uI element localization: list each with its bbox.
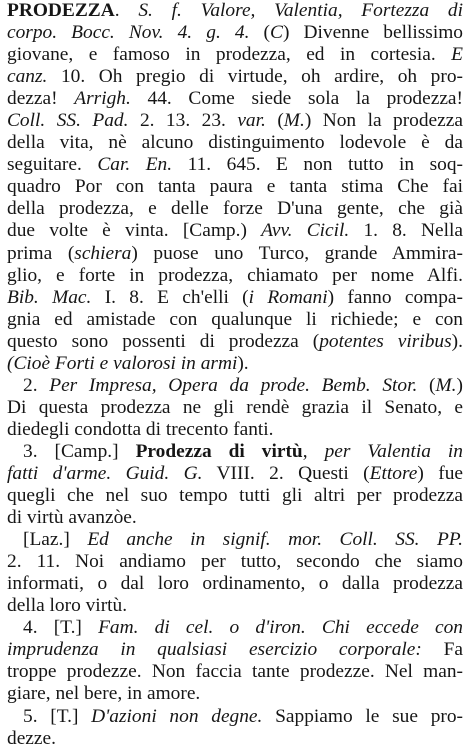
text-run: . [114,0,139,21]
text-run: Fa [421,639,463,661]
italic-run: var. [237,110,266,132]
text-line [7,265,463,287]
text-line [7,441,463,463]
text-run: ( [265,110,284,132]
italic-run: Per Impresa, Opera da prode. Bemb. Stor. [49,374,418,396]
text-line [7,639,463,661]
text-run: diedegli condotta di trecento fanti. [7,418,274,440]
italic-run: Ettore [369,462,418,484]
italic-run: M. [283,110,305,132]
italic-run: E [451,44,463,66]
text-line [7,595,463,617]
text-run: ). [237,352,249,374]
text-run: 5. [T.] [23,705,92,727]
italic-run: Bib. Mac. [7,286,92,308]
text-run: [Laz.] [23,529,88,551]
text-run: 2. [23,374,50,396]
text-run: VIII. 2. Questi ( [202,462,370,484]
text-line [7,617,463,639]
text-line [7,507,463,529]
bold-run: PRODEZZA [7,0,115,21]
italic-run: S. f. Valore, Valentia, Fortezza di [138,0,463,21]
text-run: ( [417,374,436,396]
text-run: della vita, nè alcuno distinguimento lodevole è da [7,132,463,154]
text-run: 3. [Camp.] [23,440,136,462]
text-run: Di questa prodezza ne gli rendè grazia il Senato, e [7,396,463,418]
italic-run: Fam. di cel. o d'iron. Chi eccede con [98,617,463,639]
text-run: dezze. [7,727,56,749]
italic-run: potentes viribus [319,330,452,352]
text-run: 10. Oh pregio di virtude, oh ardire, oh pro- [47,66,463,88]
text-line [7,683,463,705]
italic-run: i Romani [248,286,328,308]
text-run: ) Divenne bellissimo [282,22,463,44]
text-line [7,243,463,265]
text-run: ) fanno compa- [327,286,463,308]
text-run: 2. 11. Noi andiamo per tutto, secondo che siamo [7,551,463,573]
italic-run: Coll. SS. Pad. [7,110,129,132]
text-line [7,110,463,132]
text-run: prima ( [7,242,75,264]
text-run: 2. 13. 23. [128,110,238,132]
text-run: seguitare. [7,154,98,176]
text-line [7,331,463,353]
text-line [7,375,463,397]
text-run: ). [451,330,463,352]
italic-run: Arrigh. [74,88,131,110]
text-line [7,154,463,176]
text-run: giare, nel bere, in amore. [7,683,201,705]
text-run: troppe prodezze. Non faccia tante prodezze. Nel man- [7,661,463,683]
text-line [7,463,463,485]
text-line [7,22,463,44]
italic-run: per Valentia in [324,440,463,462]
italic-run: fatti d'arme. Guid. G. [7,462,203,484]
text-run: della loro virtù. [7,595,128,617]
text-run: ) puose uno Turco, grande Ammira- [131,242,463,264]
text-line [7,551,463,573]
text-run: 4. [T.] [23,617,99,639]
text-run: giovane, e famoso in prodezza, ed in cortesia. [7,44,452,66]
text-line [7,573,463,595]
italic-run: D'azioni non degne. [91,705,263,727]
text-line [7,309,463,331]
text-run: , [302,440,325,462]
text-run: glio, e forte in prodezza, chiamato per nome Alfi. [7,264,463,286]
italic-run: schiera [74,242,132,264]
text-run: gnia ed amistade con qualunque li richiede; e con [7,308,463,330]
italic-run: Car. En. [97,154,173,176]
italic-run: corpo. Bocc. Nov. 4. g. 4. [7,22,250,44]
text-line [7,176,463,198]
text-line [7,661,463,683]
text-run: ) fue [417,462,463,484]
text-run: quadro Por con tanta paura e tanta stima Che fai [7,176,463,198]
text-run: della prodezza, e delle forze D'una gente, che già [7,198,463,220]
italic-run: Ed anche in signif. mor. Coll. SS. PP. [87,529,463,551]
text-line [7,88,463,110]
text-line [7,529,463,551]
text-line [7,706,463,728]
text-line [7,397,463,419]
italic-run: M. [435,374,457,396]
text-line [7,485,463,507]
text-run: quegli che nel suo tempo tutti gli altri per prodezza [7,485,463,507]
text-run: due volte è vinta. [Camp.) [7,220,262,242]
bold-run: Prodezza di virtù [135,440,303,462]
text-run: questo sono possenti di prodezza ( [7,330,320,352]
italic-run: (Cioè Forti e valorosi in armi [7,352,238,374]
text-run: Sappiamo le sue pro- [262,705,463,727]
text-run: ( [249,22,270,44]
italic-run: Avv. Cicil. [261,220,350,242]
text-line [7,198,463,220]
text-run: dezza! [7,88,75,110]
text-line [7,728,463,750]
text-line [7,287,463,309]
text-line [7,220,463,242]
italic-run: C [270,22,283,44]
text-run: 11. 645. E non tutto in soq- [172,154,463,176]
text-line [7,44,463,66]
italic-run: canz. [7,66,48,88]
text-run: ) [456,374,463,396]
text-line [7,419,463,441]
text-line [7,0,463,22]
text-line [7,66,463,88]
text-line [7,132,463,154]
text-run: I. 8. E ch'elli ( [91,286,249,308]
text-line [7,353,463,375]
text-run: informati, o dal loro ordinamento, o dalla prodezza [7,573,463,595]
italic-run: imprudenza in qualsiasi esercizio corporale: [7,639,422,661]
text-run: ) Non la prodezza [304,110,463,132]
text-run: 1. 8. Nella [349,220,463,242]
entry-text [7,0,463,750]
text-run: 44. Come siede sola la prodezza! [130,88,463,110]
text-run: di virtù avanzòe. [7,507,137,529]
